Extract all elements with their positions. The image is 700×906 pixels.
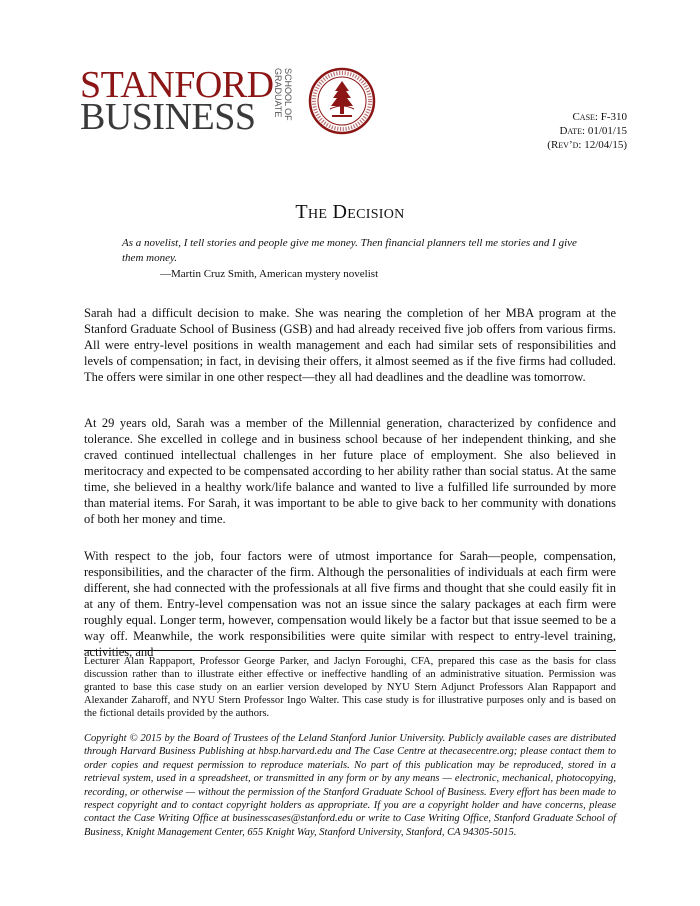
epigraph-quote: As a novelist, I tell stories and people give me money. Then financial planners tell me stories and I give them money. [122, 237, 577, 264]
document-title: The Decision [295, 201, 405, 223]
body-paragraph: Sarah had a difficult decision to make. She was nearing the completion of her MBA program at the Stanford Graduate School of Business (GSB) and had already received five job offers from various firms. All were entry-level positions in wealth management and each had similar sets of responsibilities and levels of compensation; in fact, in devising their offers, it almost seemed as if the five firms had colluded. The offers were similar in one other respect—they all had deadlines and the deadline was tomorrow. [84, 306, 616, 384]
case-value: F-310 [600, 111, 627, 123]
date-label: Date: [559, 125, 586, 137]
case-number-line [547, 110, 627, 124]
body-paragraph: With respect to the job, four factors were of utmost importance for Sarah—people, compensation, responsibilities, and the character of the firm. Although the personalities of individuals at each firm were different, she had connected with the professionals at all five firms and thought that she could easily fit in at any of them. Entry-level compensation was not an issue since the salary packages at each firm were roughly equal. Longer term, however, compensation would likely be a factor but that issue seemed to be a way off. Meanwhile, the work responsibilities were quite similar with respect to entry-level training, activities, and [84, 549, 616, 659]
revised-line [547, 138, 627, 152]
date-value: 01/01/15 [587, 125, 627, 137]
logo-business-text: BUSINESS [80, 96, 256, 138]
revised-value: 12/04/15) [584, 139, 627, 151]
logo-school-of-text: SCHOOL OF [283, 68, 293, 121]
case-info [547, 110, 627, 152]
logo-graduate-text: GRADUATE [273, 68, 283, 118]
stanford-seal-icon [308, 67, 376, 135]
authors-footnote: Lecturer Alan Rappaport, Professor George Parker, and Jaclyn Foroughi, CFA, prepared this case as the basis for class discussion rather than to illustrate either effective or ineffective handling of an administrative situation. Permission was granted to base this case study on an earlier version developed by NYU Stern Adjunct Professors Alan Rappaport and Alexander Zaharoff, and NYU Stern Professor Ingo Walter. This case study is for illustrative purposes only and is based on the fictional details provided by the authors. [84, 656, 616, 719]
revised-label: (Rev’d: [547, 139, 582, 151]
logo-stanford-text: STANFORD [80, 64, 274, 106]
footnote-divider [84, 650, 616, 651]
date-line [547, 124, 627, 138]
epigraph-attribution: —Martin Cruz Smith, American mystery novelist [160, 268, 379, 280]
case-label: Case: [572, 111, 598, 123]
logo-gsb-text [273, 66, 293, 138]
body-paragraph: At 29 years old, Sarah was a member of the Millennial generation, characterized by confidence and tolerance. She excelled in college and in business school because of her independent thinking, and she craved continued intellectual challenges in her future place of employment. She also believed in meritocracy and expected to be compensated according to her ability rather than social status. At the same time, she believed in a healthy work/life balance and wanted to live a fulfilled life surrounded by more than material items. For Sarah, it was important to be able to give back to her community with donations of both her money and time. [84, 416, 616, 526]
copyright-notice: Copyright © 2015 by the Board of Trustees of the Leland Stanford Junior University. Publicly available cases are distributed through Harvard Business Publishing at hbsp.harvard.edu and The Case Centre at thecasecentre.org; please contact them to order copies and request permission to reproduce materials. No part of this publication may be reproduced, stored in a retrieval system, used in a spreadsheet, or transmitted in any form or by any means — electronic, mechanical, photocopying, recording, or otherwise — without the permission of the Stanford Graduate School of Business. Every effort has been made to respect copyright and to contact copyright holders as appropriate. If you are a copyright holder and have concerns, please contact the Case Writing Office at businesscases@stanford.edu or write to Case Writing Office, Stanford Graduate School of Business, Knight Management Center, 655 Knight Way, Stanford University, Stanford, CA 94305-5015. [84, 733, 616, 838]
